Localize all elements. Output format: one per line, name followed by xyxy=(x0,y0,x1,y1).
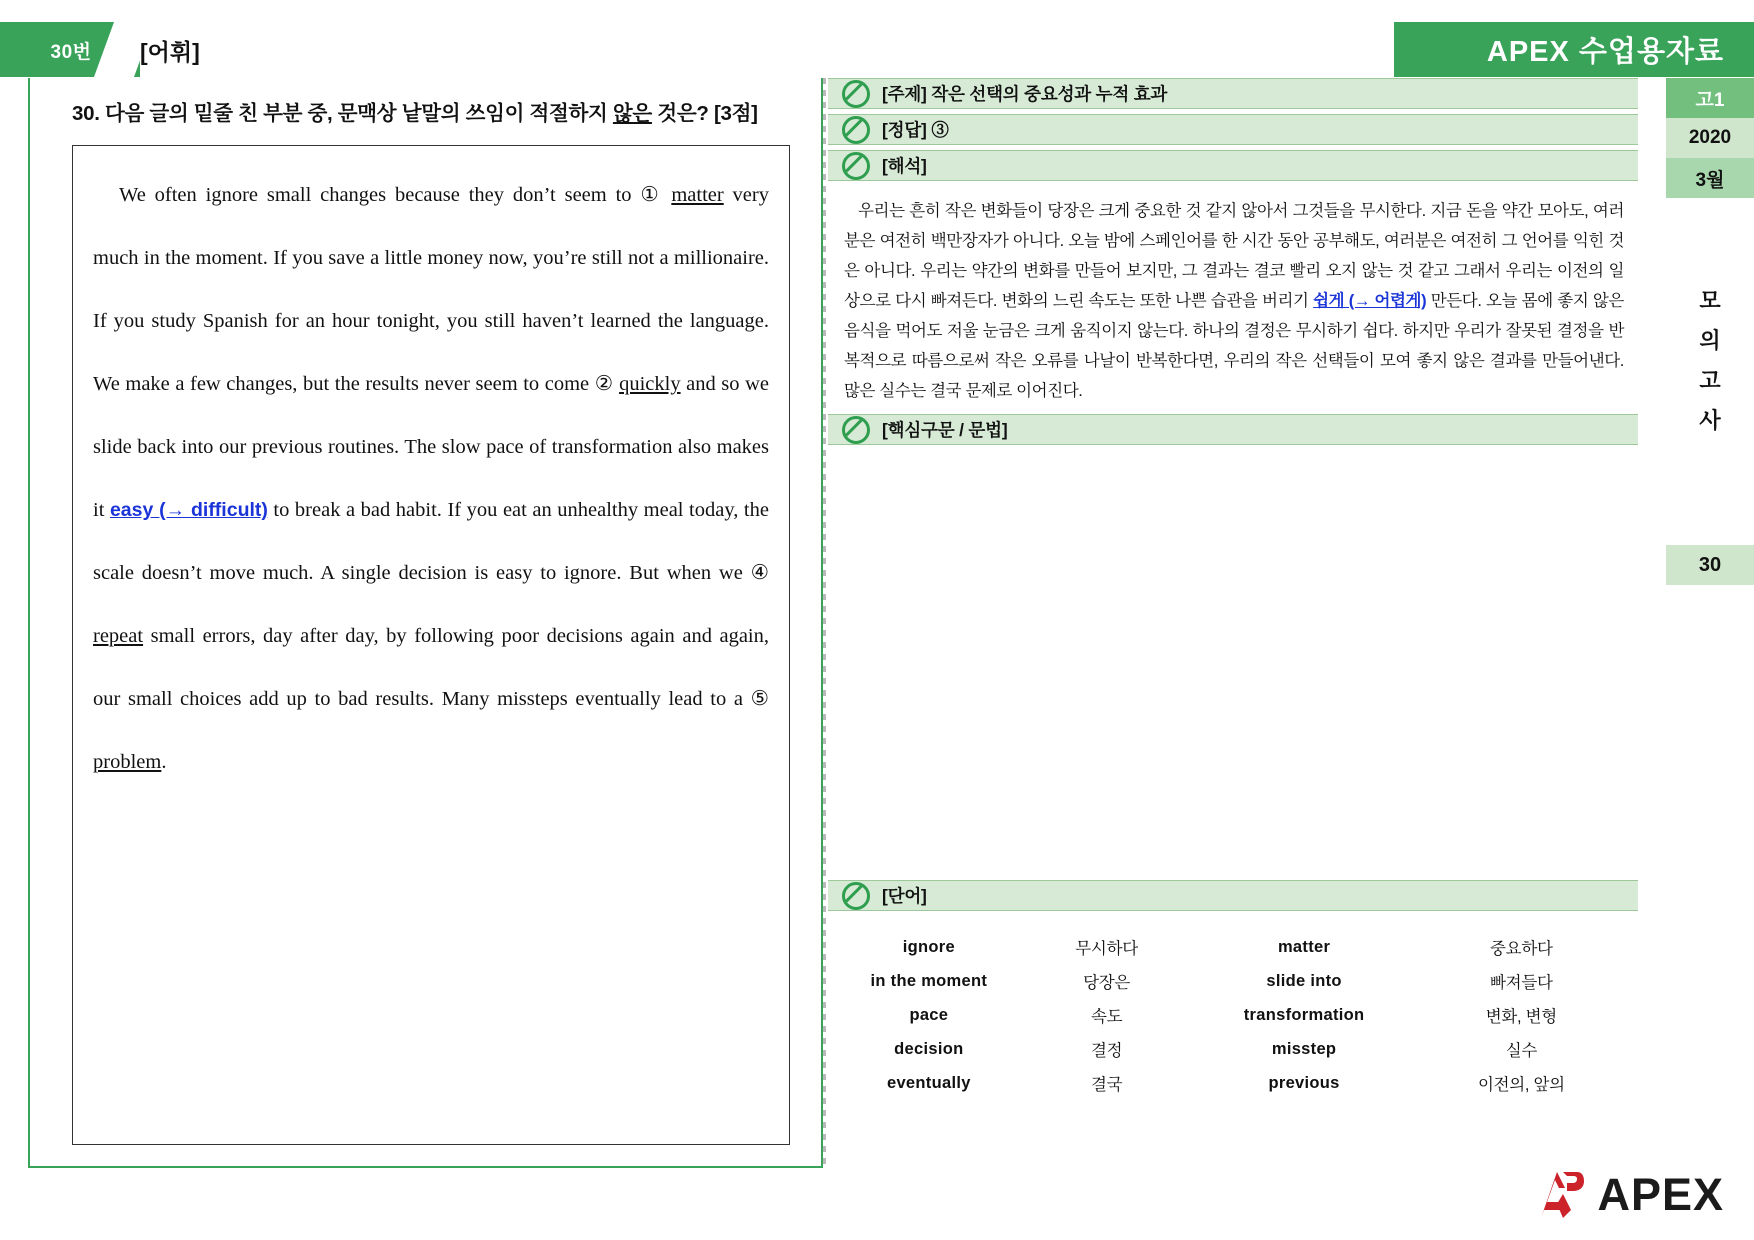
rail-month: 3월 xyxy=(1666,158,1754,198)
answer-panel xyxy=(828,78,1638,1168)
header-brand-text: APEX 수업용자료 xyxy=(1486,35,1724,68)
prohibition-icon xyxy=(842,80,870,108)
rail-exam-type-char: 고 xyxy=(1699,368,1721,393)
prohibition-icon xyxy=(842,882,870,910)
apex-logo-icon xyxy=(1533,1168,1585,1222)
passage-box xyxy=(72,145,790,1145)
vocab-en: misstep xyxy=(1271,1039,1337,1058)
page-body xyxy=(0,78,1754,1158)
choice-5: ⑤ problem xyxy=(93,688,769,773)
vocab-en: transformation xyxy=(1243,1005,1365,1024)
section-interpretation xyxy=(828,150,1638,181)
translation-highlight: 쉽게 (→ 어렵게) xyxy=(1313,292,1427,310)
section-topic xyxy=(828,78,1638,109)
meta-rail xyxy=(1666,78,1754,1236)
prohibition-icon xyxy=(842,152,870,180)
vocab-en: matter xyxy=(1277,937,1331,956)
section-answer-label: [정답] ③ xyxy=(882,120,949,140)
translation-part-1: 우리는 흔히 작은 변화들이 당장은 크게 중요한 것 같지 않아서 그것들을 무시한다. 지금 돈을 약간 모아도, 여러분은 여전히 백만장자가 아니다. 오늘 밤에 스페인어를 한 시간 동안 공부해도, 여러분은 여전히 그 언어를 익힌 것은 아니다. 우리는 약간의 변화를 만들어 보지만, 그 결과는 결코 빨리 오지 않는 것 같고 그래서 우리는 이전의 일상으로 다시 빠져든다. 변화의 느린 속도는 또한 나쁜 습관을 버리기 xyxy=(844,202,1624,310)
panel-divider xyxy=(823,78,826,1168)
table-row xyxy=(838,964,1628,998)
header-brand xyxy=(1487,27,1724,71)
question-number-tab: 30번 xyxy=(28,28,114,72)
footer-brand-text: APEX xyxy=(1597,1169,1724,1220)
vocab-ko: 중요하다 xyxy=(1490,940,1553,958)
vocab-ko: 결정 xyxy=(1090,1042,1123,1060)
choice-1: ① matter xyxy=(640,184,724,206)
table-row xyxy=(838,1032,1628,1066)
section-answer xyxy=(828,114,1638,145)
category-label: [어휘] xyxy=(140,38,200,65)
table-row xyxy=(838,930,1628,964)
question-panel xyxy=(28,78,823,1168)
vocab-ko: 결국 xyxy=(1090,1076,1123,1094)
section-interpretation-label: [해석] xyxy=(882,156,927,176)
choice-4: ④ repeat xyxy=(93,562,769,647)
prohibition-icon xyxy=(842,116,870,144)
vocab-en: decision xyxy=(894,1039,964,1058)
question-prompt: 30. 다음 글의 밑줄 친 부분 중, 문맥상 낱말의 쓰임이 적절하지 않은 것은? [3점] xyxy=(72,102,758,125)
vocab-ko: 당장은 xyxy=(1083,974,1131,992)
vocab-ko: 실수 xyxy=(1505,1042,1537,1060)
rail-grade: 고1 xyxy=(1666,78,1754,118)
vocab-en: previous xyxy=(1268,1073,1340,1092)
table-row xyxy=(838,1066,1628,1100)
vocab-en: pace xyxy=(909,1005,949,1024)
choice-2: ② quickly xyxy=(594,373,681,395)
vocab-ko: 변화, 변형 xyxy=(1485,1008,1557,1026)
passage-text: We often ignore small changes because they don’t seem to ① matter very much in the moment. If you save a little money now, you’re still not a millionaire. If you study Spanish for an hour tonight, you still haven’t learned the language. We make a few changes, but the results never seem to come ② quickly and so we slide back into our previous routines. The slow pace of transformation also makes it easy (→ difficult) to break a bad habit. If you eat an unhealthy meal today, the scale doesn’t move much. A single decision is easy to ignore. But when we ④ repeat small errors, day after day, by following poor decisions again and again, our small choices add up to bad results. Many missteps eventually lead to a ⑤ problem. xyxy=(93,184,769,773)
vocab-table-wrap xyxy=(828,916,1638,1100)
choice-3: easy (→ difficult) xyxy=(109,499,268,521)
section-grammar xyxy=(828,414,1638,445)
vocab-en: eventually xyxy=(886,1073,971,1092)
prohibition-icon xyxy=(842,416,870,444)
rail-exam-type-char: 의 xyxy=(1699,328,1721,353)
vocab-table xyxy=(838,930,1628,1100)
question-prompt-underline: 않은 xyxy=(612,102,652,125)
vocab-ko: 이전의, 앞의 xyxy=(1477,1076,1565,1094)
footer-brand xyxy=(1533,1168,1724,1222)
vocab-en: ignore xyxy=(902,937,955,956)
header-white-fill xyxy=(140,22,1394,77)
translation-text xyxy=(828,186,1638,414)
section-vocab xyxy=(828,880,1638,911)
vocab-en: slide into xyxy=(1266,971,1342,990)
section-grammar-label: [핵심구문 / 문법] xyxy=(882,420,1008,440)
translation-part-2: 만든다. 오늘 몸에 좋지 않은 음식을 먹어도 저울 눈금은 크게 움직이지 않는다. 하나의 결정은 무시하기 쉽다. 하지만 우리가 잘못된 결정을 반복적으로 따름으로써 작은 오류를 나날이 반복한다면, 우리의 작은 선택들이 모여 좋지 않은 결과를 만들어낸다. 많은 실수는 결국 문제로 이어진다. xyxy=(844,292,1624,400)
vocab-ko: 무시하다 xyxy=(1075,940,1138,958)
vocab-en: in the moment xyxy=(870,971,988,990)
rail-year: 2020 xyxy=(1666,118,1754,158)
rail-exam-type-char: 사 xyxy=(1699,408,1721,433)
section-vocab-label: [단어] xyxy=(882,886,927,906)
grammar-body-empty xyxy=(828,450,1638,880)
table-row xyxy=(838,998,1628,1032)
rail-item-number: 30 xyxy=(1666,545,1754,585)
vocab-ko: 속도 xyxy=(1090,1008,1123,1026)
vocab-ko: 빠져들다 xyxy=(1490,974,1553,992)
rail-exam-type xyxy=(1666,284,1754,435)
page-header xyxy=(0,0,1754,78)
section-topic-label: [주제] 작은 선택의 중요성과 누적 효과 xyxy=(882,84,1168,104)
rail-exam-type-char: 모 xyxy=(1699,288,1721,313)
